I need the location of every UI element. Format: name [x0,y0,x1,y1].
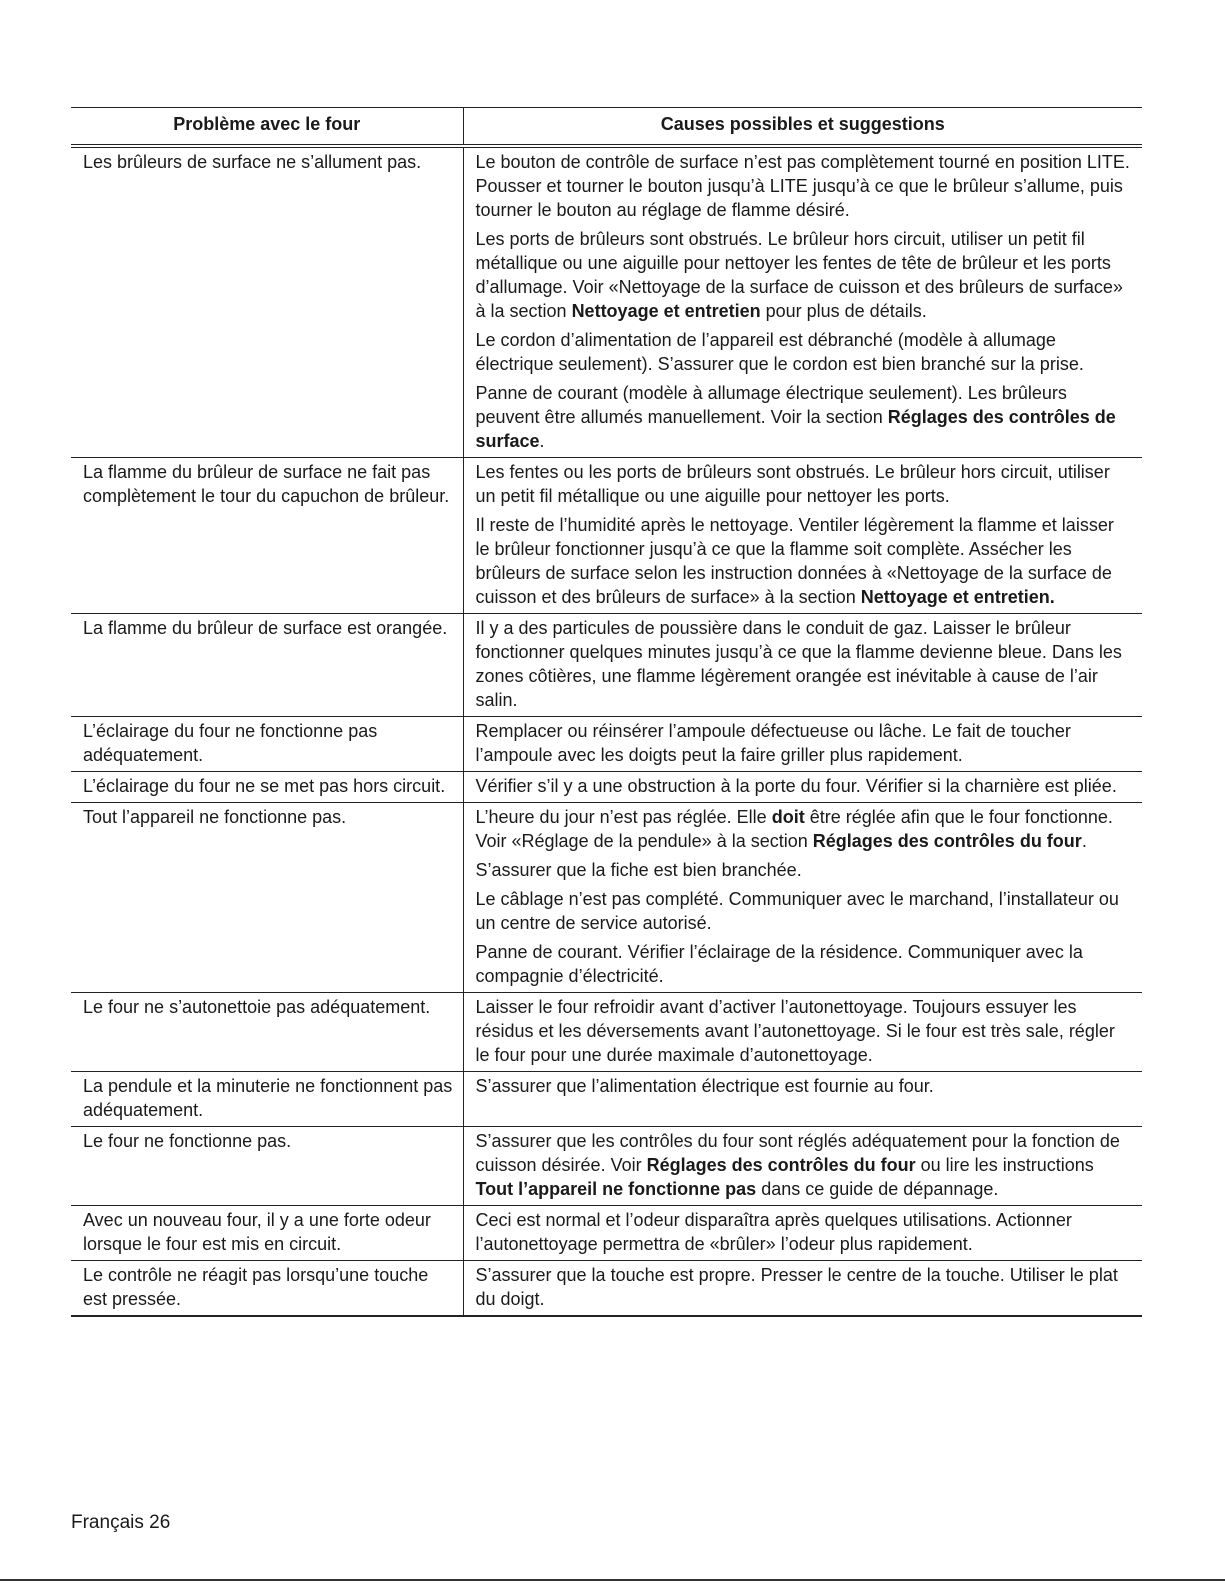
cause-text: Il reste de l’humidité après le nettoyage. Ventiler légèrement la flamme et laisser le brûleur fonctionner jusqu’à ce que la flamme soit complète. Assécher les brûleurs de surface selon les instruction données à «Nettoyage de la surface de cuisson et des brûleurs de surface» à la section [475,515,1114,607]
cause-text: Le cordon d’alimentation de l’appareil est débranché (modèle à allumage électrique seulement). S’assurer que le cordon est bien branché sur la prise. [475,330,1084,374]
problem-cell: Le contrôle ne réagit pas lorsqu’une touche est pressée. [71,1261,463,1317]
emphasis-text: Nettoyage et entretien. [860,587,1055,607]
causes-cell [463,1261,1142,1317]
cause-paragraph [476,150,1133,222]
problem-cell: La pendule et la minuterie ne fonctionnent pas adéquatement. [71,1072,463,1127]
cause-text: Panne de courant (modèle à allumage électrique seulement). Les brûleurs peuvent être allumés manuellement. Voir la section [475,383,1067,427]
cause-text: Ceci est normal et l’odeur disparaîtra après quelques utilisations. Actionner l’autonettoyage permettra de «brûler» l’odeur plus rapidement. [475,1210,1072,1254]
emphasis-text: Réglages des contrôles du four [646,1155,916,1175]
cause-paragraph [476,774,1133,798]
table-row [71,458,1142,614]
cause-text: S’assurer que la touche est propre. Presser le centre de la touche. Utiliser le plat du doigt. [475,1265,1118,1309]
causes-cell [463,146,1142,458]
table-row [71,1127,1142,1206]
table-row [71,717,1142,772]
cause-text: S’assurer que l’alimentation électrique est fournie au four. [475,1076,934,1096]
cause-paragraph [476,1263,1133,1311]
cause-paragraph [476,995,1133,1067]
cause-text: Il y a des particules de poussière dans le conduit de gaz. Laisser le brûleur fonctionner quelques minutes jusqu’à ce que la flamme devienne bleue. Dans les zones côtières, une flamme légèrement orangée est inévitable à cause de l’air salin. [475,618,1122,710]
causes-cell [463,993,1142,1072]
problem-cell: Les brûleurs de surface ne s’allument pas. [71,146,463,458]
cause-text: Les ports de brûleurs sont obstrués. Le brûleur hors circuit, utiliser un petit fil métallique ou une aiguille pour nettoyer les fentes de tête de brûleur et les ports d’allumage. Voir «Nettoyage de la surface de cuisson et des brûleurs de surface» à la section [475,229,1123,321]
problem-cell: L’éclairage du four ne se met pas hors circuit. [71,772,463,803]
emphasis-text: doit [771,807,805,827]
table-row [71,1261,1142,1317]
causes-cell [463,1206,1142,1261]
cause-paragraph [476,616,1133,712]
cause-paragraph [476,1208,1133,1256]
cause-text: . [1081,831,1087,851]
cause-text: être réglée afin que le four fonctionne. Voir «Réglage de la pendule» à la section [475,807,1113,851]
cause-paragraph [476,1074,1133,1098]
problem-cell: Avec un nouveau four, il y a une forte odeur lorsque le four est mis en circuit. [71,1206,463,1261]
cause-paragraph [476,460,1133,508]
header-causes: Causes possibles et suggestions [463,108,1142,147]
cause-paragraph [476,719,1133,767]
bottom-divider [0,1579,1225,1581]
causes-cell [463,1127,1142,1206]
cause-paragraph [476,381,1133,453]
table-row [71,1206,1142,1261]
problem-cell: La flamme du brûleur de surface est orangée. [71,614,463,717]
cause-text: ou lire les instructions [915,1155,1094,1175]
table-row [71,993,1142,1072]
cause-text: S’assurer que les contrôles du four sont réglés adéquatement pour la fonction de cuisson désirée. Voir [475,1131,1120,1175]
causes-cell [463,803,1142,993]
emphasis-text: Tout l’appareil ne fonctionne pas [475,1179,757,1199]
cause-text: pour plus de détails. [760,301,927,321]
page-footer: Français 26 [71,1512,171,1533]
cause-text: . [539,431,545,451]
emphasis-text: Réglages des contrôles de surface [475,407,1116,451]
troubleshooting-table [71,107,1142,1317]
cause-paragraph [476,513,1133,609]
problem-cell: L’éclairage du four ne fonctionne pas adéquatement. [71,717,463,772]
cause-paragraph [476,805,1133,853]
causes-cell [463,1072,1142,1127]
problem-cell: Le four ne s’autonettoie pas adéquatement. [71,993,463,1072]
problem-cell: La flamme du brûleur de surface ne fait pas complètement le tour du capuchon de brûleur. [71,458,463,614]
causes-cell [463,772,1142,803]
header-problem: Problème avec le four [71,108,463,147]
cause-paragraph [476,940,1133,988]
table-body [71,146,1142,1316]
emphasis-text: Nettoyage et entretien [571,301,761,321]
causes-cell [463,717,1142,772]
problem-cell: Tout l’appareil ne fonctionne pas. [71,803,463,993]
cause-text: Vérifier s’il y a une obstruction à la porte du four. Vérifier si la charnière est pliée. [475,776,1117,796]
table-row [71,1072,1142,1127]
cause-text: Le câblage n’est pas complété. Communiquer avec le marchand, l’installateur ou un centre de service autorisé. [475,889,1119,933]
cause-paragraph [476,858,1133,882]
cause-text: Remplacer ou réinsérer l’ampoule défectueuse ou lâche. Le fait de toucher l’ampoule avec les doigts peut la faire griller plus rapidement. [475,721,1071,765]
header-row [71,108,1142,147]
cause-text: Le bouton de contrôle de surface n’est pas complètement tourné en position LITE. Pousser et tourner le bouton jusqu’à LITE jusqu’à ce que le brûleur s’allume, puis tourner le bouton au réglage de flamme désiré. [475,152,1130,220]
causes-cell [463,458,1142,614]
cause-paragraph [476,887,1133,935]
cause-text: Panne de courant. Vérifier l’éclairage de la résidence. Communiquer avec la compagnie d’électricité. [475,942,1083,986]
table-header [71,108,1142,147]
cause-paragraph [476,328,1133,376]
table-row [71,146,1142,458]
cause-text: Les fentes ou les ports de brûleurs sont obstrués. Le brûleur hors circuit, utiliser un petit fil métallique ou une aiguille pour nettoyer les ports. [475,462,1110,506]
problem-cell: Le four ne fonctionne pas. [71,1127,463,1206]
cause-text: Laisser le four refroidir avant d’activer l’autonettoyage. Toujours essuyer les résidus et les déversements avant l’autonettoyage. Si le four est très sale, régler le four pour une durée maximale d’autonettoyage. [475,997,1115,1065]
cause-text: S’assurer que la fiche est bien branchée. [475,860,802,880]
cause-paragraph [476,1129,1133,1201]
cause-text: dans ce guide de dépannage. [756,1179,999,1199]
cause-text: L’heure du jour n’est pas réglée. Elle [475,807,772,827]
cause-paragraph [476,227,1133,323]
emphasis-text: Réglages des contrôles du four [812,831,1082,851]
table-row [71,803,1142,993]
causes-cell [463,614,1142,717]
table-row [71,772,1142,803]
table-row [71,614,1142,717]
